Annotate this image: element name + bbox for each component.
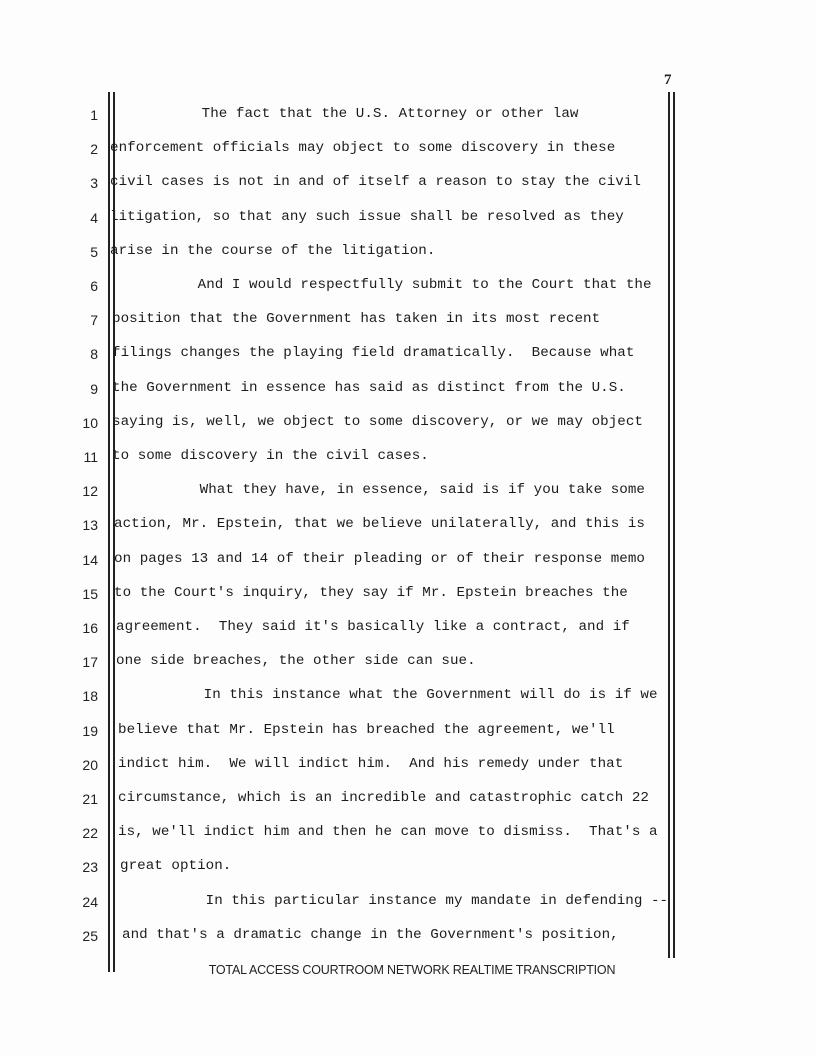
line-number: 14 (82, 551, 98, 568)
transcript-line: one side breaches, the other side can sue. (116, 653, 476, 670)
transcript-line: circumstance, which is an incredible and catastrophic catch 22 (118, 790, 649, 806)
transcript-line: In this instance what the Government will do is if we (118, 687, 658, 704)
line-number: 22 (82, 825, 98, 842)
line-number: 7 (90, 312, 98, 329)
transcript-line: position that the Government has taken in its most recent (112, 311, 601, 328)
line-number: 12 (82, 483, 98, 500)
line-number: 5 (90, 243, 98, 260)
transcript-line: What they have, in essence, said is if you take some (114, 482, 645, 499)
line-number: 17 (82, 654, 98, 671)
right-margin-rule (668, 92, 670, 958)
line-number: 1 (90, 107, 98, 123)
transcript-line: to some discovery in the civil cases. (112, 448, 429, 464)
transcript-line: enforcement officials may object to some discovery in these (110, 140, 616, 157)
transcript-line: litigation, so that any such issue shall be resolved as they (110, 208, 624, 225)
line-number: 10 (82, 414, 98, 431)
transcript-line: great option. (120, 858, 232, 875)
transcript-line: arise in the course of the litigation. (110, 242, 436, 259)
line-number: 18 (82, 688, 98, 705)
transcript-line: filings changes the playing field dramatically. Because what (112, 345, 635, 362)
right-margin-rule (673, 92, 675, 958)
transcript-line: and that's a dramatic change in the Government's position, (122, 926, 619, 943)
transcript-line: is, we'll indict him and then he can move to dismiss. That's a (118, 824, 658, 841)
line-number: 11 (83, 449, 98, 465)
line-number: 4 (90, 209, 98, 226)
line-number: 6 (90, 278, 98, 294)
footer-text: TOTAL ACCESS COURTROOM NETWORK REALTIME TRANSCRIPTION (208, 963, 616, 977)
line-number: 8 (90, 346, 98, 363)
line-number: 24 (82, 893, 98, 910)
line-number: 16 (82, 620, 98, 636)
transcript-line: action, Mr. Epstein, that we believe unilaterally, and this is (114, 516, 645, 533)
transcript-line: civil cases is not in and of itself a reason to stay the civil (110, 174, 641, 191)
line-number: 2 (90, 141, 98, 158)
transcript-line: indict him. We will indict him. And his remedy under that (118, 755, 624, 772)
page-number: 7 (664, 72, 672, 88)
transcript-line: And I would respectfully submit to the Court that the (112, 277, 652, 293)
transcript-line: agreement. They said it's basically like a contract, and if (116, 619, 630, 635)
line-number: 23 (82, 859, 98, 876)
line-number: 3 (90, 175, 98, 192)
line-number: 25 (82, 927, 98, 944)
line-number: 20 (82, 756, 98, 773)
transcript-line: saying is, well, we object to some discovery, or we may object (112, 413, 643, 430)
transcript-line: on pages 13 and 14 of their pleading or of their response memo (114, 550, 645, 567)
transcript-line: to the Court's inquiry, they say if Mr. Epstein breaches the (114, 584, 628, 601)
transcript-line: The fact that the U.S. Attorney or other law (116, 106, 579, 122)
line-number: 9 (90, 380, 98, 397)
footer (0, 963, 816, 977)
line-number: 13 (82, 517, 98, 534)
transcript-line: the Government in essence has said as distinct from the U.S. (112, 379, 626, 396)
transcript-line: believe that Mr. Epstein has breached the agreement, we'll (118, 721, 615, 738)
line-number: 19 (82, 722, 98, 739)
line-number: 15 (82, 585, 98, 602)
transcript-line: In this particular instance my mandate in defending -- (120, 892, 669, 909)
line-number: 21 (82, 791, 98, 807)
